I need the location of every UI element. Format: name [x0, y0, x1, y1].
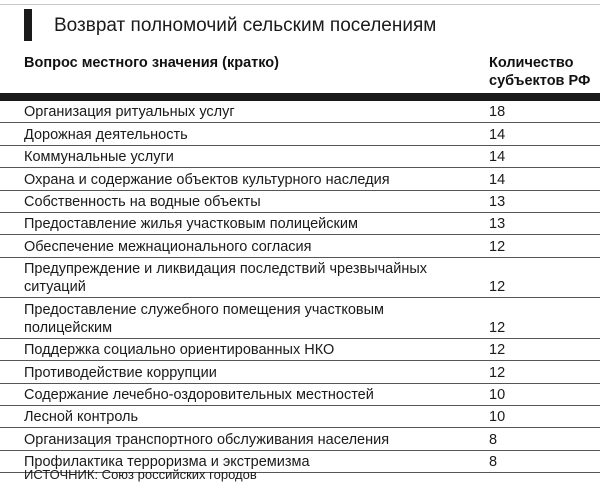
table-row — [0, 361, 600, 383]
row-question: Охрана и содержание объектов культурного наследия — [24, 171, 390, 188]
row-question: Собственность на водные объекты — [24, 193, 261, 210]
table-row — [0, 428, 600, 450]
row-count: 13 — [489, 193, 506, 210]
row-question: Обеспечение межнационального согласия — [24, 238, 312, 255]
row-question: Содержание лечебно-оздоровительных местностей — [24, 387, 374, 404]
column-header-question: Вопрос местного значения (кратко) — [24, 55, 279, 71]
row-count: 13 — [489, 216, 506, 233]
source-note: ИСТОЧНИК: Союз российских городов — [24, 467, 257, 482]
row-count: 14 — [489, 171, 506, 188]
table-row — [0, 168, 600, 190]
title-bar — [0, 4, 600, 41]
row-count: 10 — [489, 387, 506, 404]
row-count: 14 — [489, 149, 506, 166]
table-row — [0, 406, 600, 428]
row-count: 8 — [489, 431, 498, 448]
row-question: Профилактика терроризма и экстремизма — [24, 454, 310, 471]
row-count: 12 — [489, 364, 506, 381]
row-count: 12 — [489, 279, 506, 296]
row-question: Организация транспортного обслуживания населения — [24, 431, 390, 448]
row-question: Лесной контроль — [24, 409, 139, 426]
table-row — [0, 191, 600, 213]
column-header-count: Количество субъектов РФ — [489, 55, 591, 89]
row-question: Предоставление служебного помещения участковым полицейским — [24, 301, 385, 336]
table-row — [0, 101, 600, 123]
row-question: Организация ритуальных услуг — [24, 104, 235, 121]
table-row — [0, 258, 600, 299]
row-count: 10 — [489, 409, 506, 426]
row-count: 18 — [489, 104, 506, 121]
row-count: 12 — [489, 342, 506, 359]
table-row — [0, 384, 600, 406]
page-title: Возврат полномочий сельским поселениям — [54, 15, 437, 36]
row-question: Коммунальные услуги — [24, 149, 174, 166]
row-count: 12 — [489, 319, 506, 336]
table-row — [0, 235, 600, 257]
row-question: Предупреждение и ликвидация последствий чрезвычайных ситуаций — [24, 261, 428, 296]
row-question: Противодействие коррупции — [24, 364, 217, 381]
row-count: 14 — [489, 126, 506, 143]
table-row — [0, 146, 600, 168]
table-row — [0, 123, 600, 145]
row-question: Дорожная деятельность — [24, 126, 188, 143]
header-rule — [0, 93, 600, 101]
row-question: Предоставление жилья участковым полицейским — [24, 216, 358, 233]
table-body — [0, 101, 600, 473]
title-accent-bar — [24, 9, 32, 41]
row-question: Поддержка социально ориентированных НКО — [24, 342, 335, 359]
table-row — [0, 213, 600, 235]
table-row — [0, 339, 600, 361]
table-row — [0, 298, 600, 339]
row-count: 8 — [489, 454, 498, 471]
row-count: 12 — [489, 238, 506, 255]
